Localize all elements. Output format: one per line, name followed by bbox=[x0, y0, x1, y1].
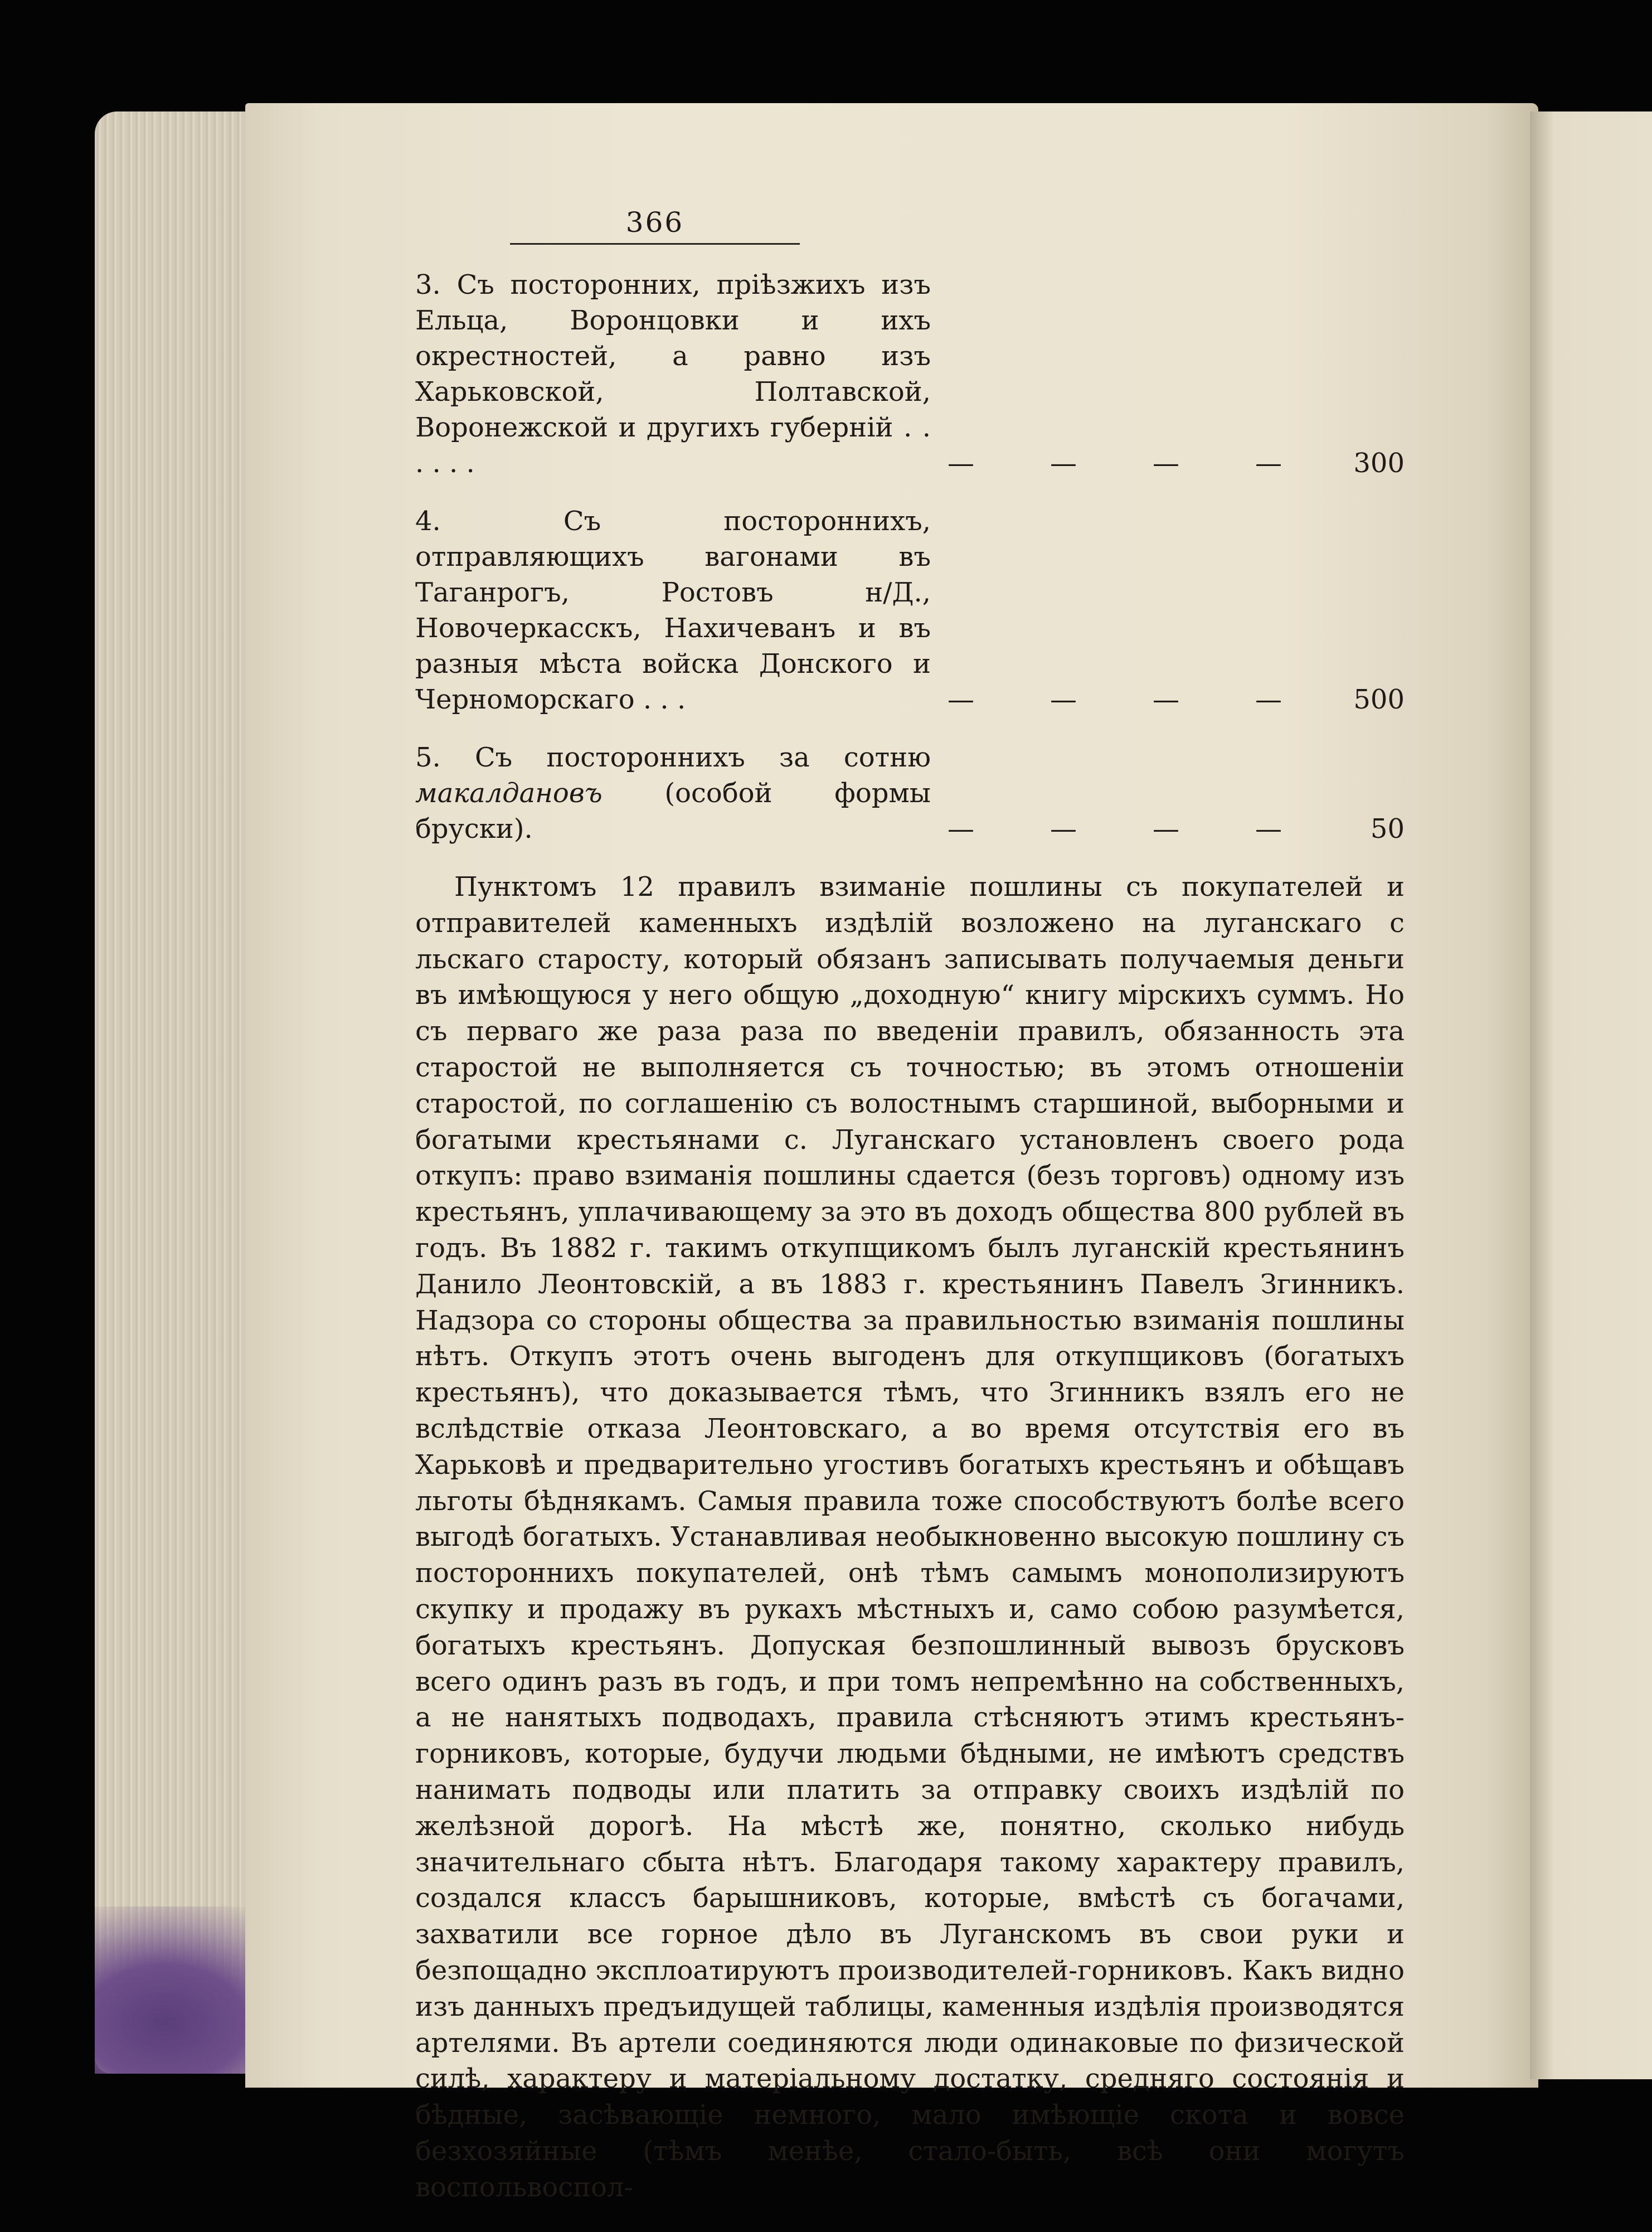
row-value: 50 bbox=[1370, 813, 1405, 845]
dash: — bbox=[948, 448, 974, 479]
row-dashes bbox=[931, 445, 1282, 481]
row-text: 4. Съ постороннихъ, отправляющихъ вагонами въ Таганрогъ, Ростовъ н/Д., Новочеркасскъ, Нахичеванъ и въ разныя мѣста войска Донского и Черноморскаго bbox=[415, 506, 931, 715]
dash: — bbox=[1050, 448, 1077, 479]
dash: — bbox=[1255, 448, 1282, 479]
body-paragraph: Пунктомъ 12 правилъ взиманіе пошлины съ покупателей и отправителей каменныхъ издѣлій возложено на луганскаго с льскаго старосту, который обязанъ записывать получаемыя деньги въ имѣющуюся у него общую „доходную“ книгу мірскихъ суммъ. Но съ перваго же раза раза по введеніи правилъ, обязанность эта старостой не выполняется съ точностью; въ этомъ отношеніи старостой, по соглашенію съ волостнымъ старшиной, выборными и богатыми крестьянами с. Луганскаго установленъ своего рода откупъ: право взиманія пошлины сдается (безъ торговъ) одному изъ крестьянъ, уплачивающему за это въ доходъ общества 800 рублей въ годъ. Въ 1882 г. такимъ откупщикомъ былъ луганскій крестьянинъ Данило Леонтовскій, а въ 1883 г. крестьянинъ Павелъ Згинникъ. Надзора со стороны общества за правильностью взиманія пошлины нѣтъ. Откупъ этотъ очень выгоденъ для откупщиковъ (богатыхъ крестьянъ), что доказывается тѣмъ, что Згинникъ взялъ его не вслѣдствіе отказа Леонтовскаго, а во время отсутствія его въ Харьковѣ и предварительно угостивъ богатыхъ крестьянъ и обѣщавъ льготы бѣднякамъ. Самыя правила тоже способствуютъ болѣе всего выгодѣ богатыхъ. Устанавливая необыкновенно высокую пошлину съ постороннихъ покупателей, онѣ тѣмъ самымъ монополизируютъ скупку и продажу въ рукахъ мѣстныхъ и, само собою разумѣется, богатыхъ крестьянъ. Допуская безпошлинный вывозъ брусковъ всего одинъ разъ въ годъ, и при томъ непремѣнно на собственныхъ, а не нанятыхъ подводахъ, правила стѣсняютъ этимъ крестьянъ-горниковъ, которые, будучи людьми бѣдными, не имѣютъ средствъ нанимать подводы или платить за отправку своихъ издѣлій по желѣзной дорогѣ. На мѣстѣ же, понятно, сколько нибудь значительнаго сбыта нѣтъ. Благодаря такому характеру правилъ, создался классъ барышниковъ, которые, вмѣстѣ съ богачами, захватили все горное дѣло въ Луганскомъ въ свои руки и безпощадно эксплоатируютъ производителей-горниковъ. Какъ видно изъ данныхъ предъидущей таблицы, каменныя издѣлія производятся артелями. Въ артели соединяются люди одинаковые по физической силѣ, характеру и матеріальному достатку, средняго состоянія и бѣдные, засѣвающіе немного, мало имѣющіе скота и вовсе безхозяйные (тѣмъ менѣе, стало-быть, всѣ они могутъ воспольвоспол- bbox=[415, 871, 1405, 2203]
row-value: 500 bbox=[1353, 684, 1405, 715]
dash: — bbox=[1050, 684, 1077, 715]
page-content bbox=[415, 206, 1405, 2232]
dash: — bbox=[1255, 684, 1282, 715]
book-page-edges bbox=[95, 111, 262, 2074]
row-dashes bbox=[931, 682, 1282, 717]
dash: — bbox=[1153, 813, 1179, 845]
dash: — bbox=[1153, 684, 1179, 715]
facing-page-edge bbox=[1530, 111, 1652, 2079]
dash: — bbox=[948, 684, 974, 715]
page-number: 366 bbox=[510, 206, 800, 245]
table-row bbox=[415, 740, 1405, 847]
dash: — bbox=[1255, 813, 1282, 845]
row-text-italic: макалдановъ bbox=[415, 778, 603, 809]
row-text: 3. Съ посторонних, пріѣзжихъ изъ Ельца, Воронцовки и ихъ окрестностей, а равно изъ Харьковской, Полтавской, Воронежской и другихъ губерній bbox=[415, 269, 931, 443]
row-dots: . . . bbox=[643, 684, 686, 715]
row-text: 5. Съ постороннихъ за сотню bbox=[415, 742, 931, 773]
table-row bbox=[415, 503, 1405, 717]
row-dashes bbox=[931, 811, 1282, 847]
row-dots: . . . . . . bbox=[415, 412, 931, 479]
dash: — bbox=[948, 813, 974, 845]
row-text: (особой формы бруски). bbox=[415, 778, 931, 845]
row-value: 300 bbox=[1353, 448, 1405, 479]
dash: — bbox=[1153, 448, 1179, 479]
table-row bbox=[415, 267, 1405, 481]
dash: — bbox=[1050, 813, 1077, 845]
